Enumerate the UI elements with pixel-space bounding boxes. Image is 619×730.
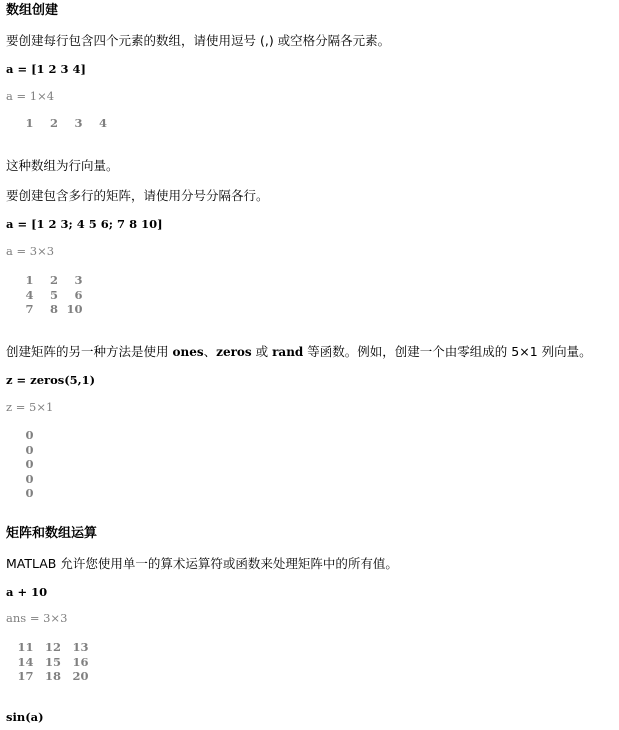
code-line-add: a + 10 — [6, 585, 48, 599]
matrix-row — [9, 288, 83, 303]
matrix-cell: 1 — [25, 116, 34, 130]
matrix-row — [9, 443, 34, 458]
matrix-cell: 18 — [44, 669, 61, 683]
matrix-cell: 1 — [25, 273, 34, 287]
matrix-row — [9, 472, 34, 487]
matrix-cell: 0 — [25, 457, 34, 471]
matrix-row — [9, 302, 83, 317]
function-name-ones: ones — [172, 345, 204, 359]
matrix-row — [9, 457, 34, 472]
matrix-row — [6, 655, 89, 670]
separator-text: 、 — [203, 344, 217, 359]
matrix-cell: 2 — [49, 273, 58, 287]
matrix-cell: 8 — [49, 302, 58, 316]
code-line-zeros: z = zeros(5,1) — [6, 373, 96, 387]
output-label-matrix: a = 3×3 — [6, 244, 55, 258]
matrix-cell: 5 — [49, 287, 58, 302]
paragraph-operations-intro: MATLAB 允许您使用单一的算术运算符或函数来处理矩阵中的所有值。 — [6, 556, 398, 571]
code-line-matrix: a = [1 2 3; 4 5 6; 7 8 10] — [6, 217, 163, 231]
matrix-row — [9, 486, 34, 501]
output-label-ans: ans = 3×3 — [6, 611, 68, 625]
matrix-cell: 0 — [25, 442, 34, 457]
matrix-row — [9, 273, 83, 288]
output-matrix-ans — [6, 640, 89, 684]
matrix-cell: 10 — [66, 302, 83, 316]
output-column-vector — [9, 428, 34, 501]
paragraph-matrix-intro: 要创建包含多行的矩阵，请使用分号分隔各行。 — [6, 188, 269, 203]
output-matrix-row-array — [9, 116, 107, 131]
matrix-cell: 2 — [49, 116, 58, 130]
function-name-zeros: zeros — [216, 345, 252, 359]
function-name-rand: rand — [272, 345, 304, 359]
matrix-cell: 0 — [25, 428, 34, 442]
paragraph-text: 等函数。例如，创建一个由零组成的 5×1 列向量。 — [303, 344, 592, 359]
matrix-cell: 0 — [25, 471, 34, 486]
paragraph-other-creation-functions — [6, 344, 592, 360]
matrix-cell: 3 — [74, 273, 83, 287]
paragraph-text: 创建矩阵的另一种方法是使用 — [6, 344, 173, 359]
matrix-cell: 6 — [74, 287, 83, 302]
matrix-cell: 14 — [17, 654, 34, 669]
code-line-row-array: a = [1 2 3 4] — [6, 62, 86, 76]
matrix-cell: 17 — [17, 669, 34, 683]
matrix-row — [6, 640, 89, 655]
output-label-zeros: z = 5×1 — [6, 400, 54, 414]
matrix-row — [6, 669, 89, 684]
section-heading-matrix-operations: 矩阵和数组运算 — [6, 526, 98, 541]
matrix-cell: 0 — [25, 486, 34, 500]
section-heading-array-creation: 数组创建 — [6, 3, 59, 18]
matrix-cell: 16 — [72, 654, 89, 669]
matrix-cell: 12 — [44, 640, 61, 654]
output-label-row-array: a = 1×4 — [6, 89, 55, 103]
paragraph-text: 或 — [251, 344, 273, 359]
code-line-sin: sin(a) — [6, 710, 44, 724]
matrix-cell: 15 — [44, 654, 61, 669]
matrix-cell: 3 — [74, 116, 83, 130]
matrix-row — [9, 428, 34, 443]
matrix-cell: 11 — [17, 640, 34, 654]
matrix-cell: 4 — [98, 116, 107, 130]
paragraph-row-vector-note: 这种数组为行向量。 — [6, 158, 119, 173]
output-matrix-3x3 — [9, 273, 83, 317]
matrix-row — [9, 116, 107, 131]
matrix-cell: 20 — [72, 669, 89, 683]
matrix-cell: 7 — [25, 302, 34, 316]
matrix-cell: 4 — [25, 287, 34, 302]
matrix-cell: 13 — [72, 640, 89, 654]
paragraph-row-array-intro: 要创建每行包含四个元素的数组，请使用逗号 (,) 或空格分隔各元素。 — [6, 33, 391, 48]
